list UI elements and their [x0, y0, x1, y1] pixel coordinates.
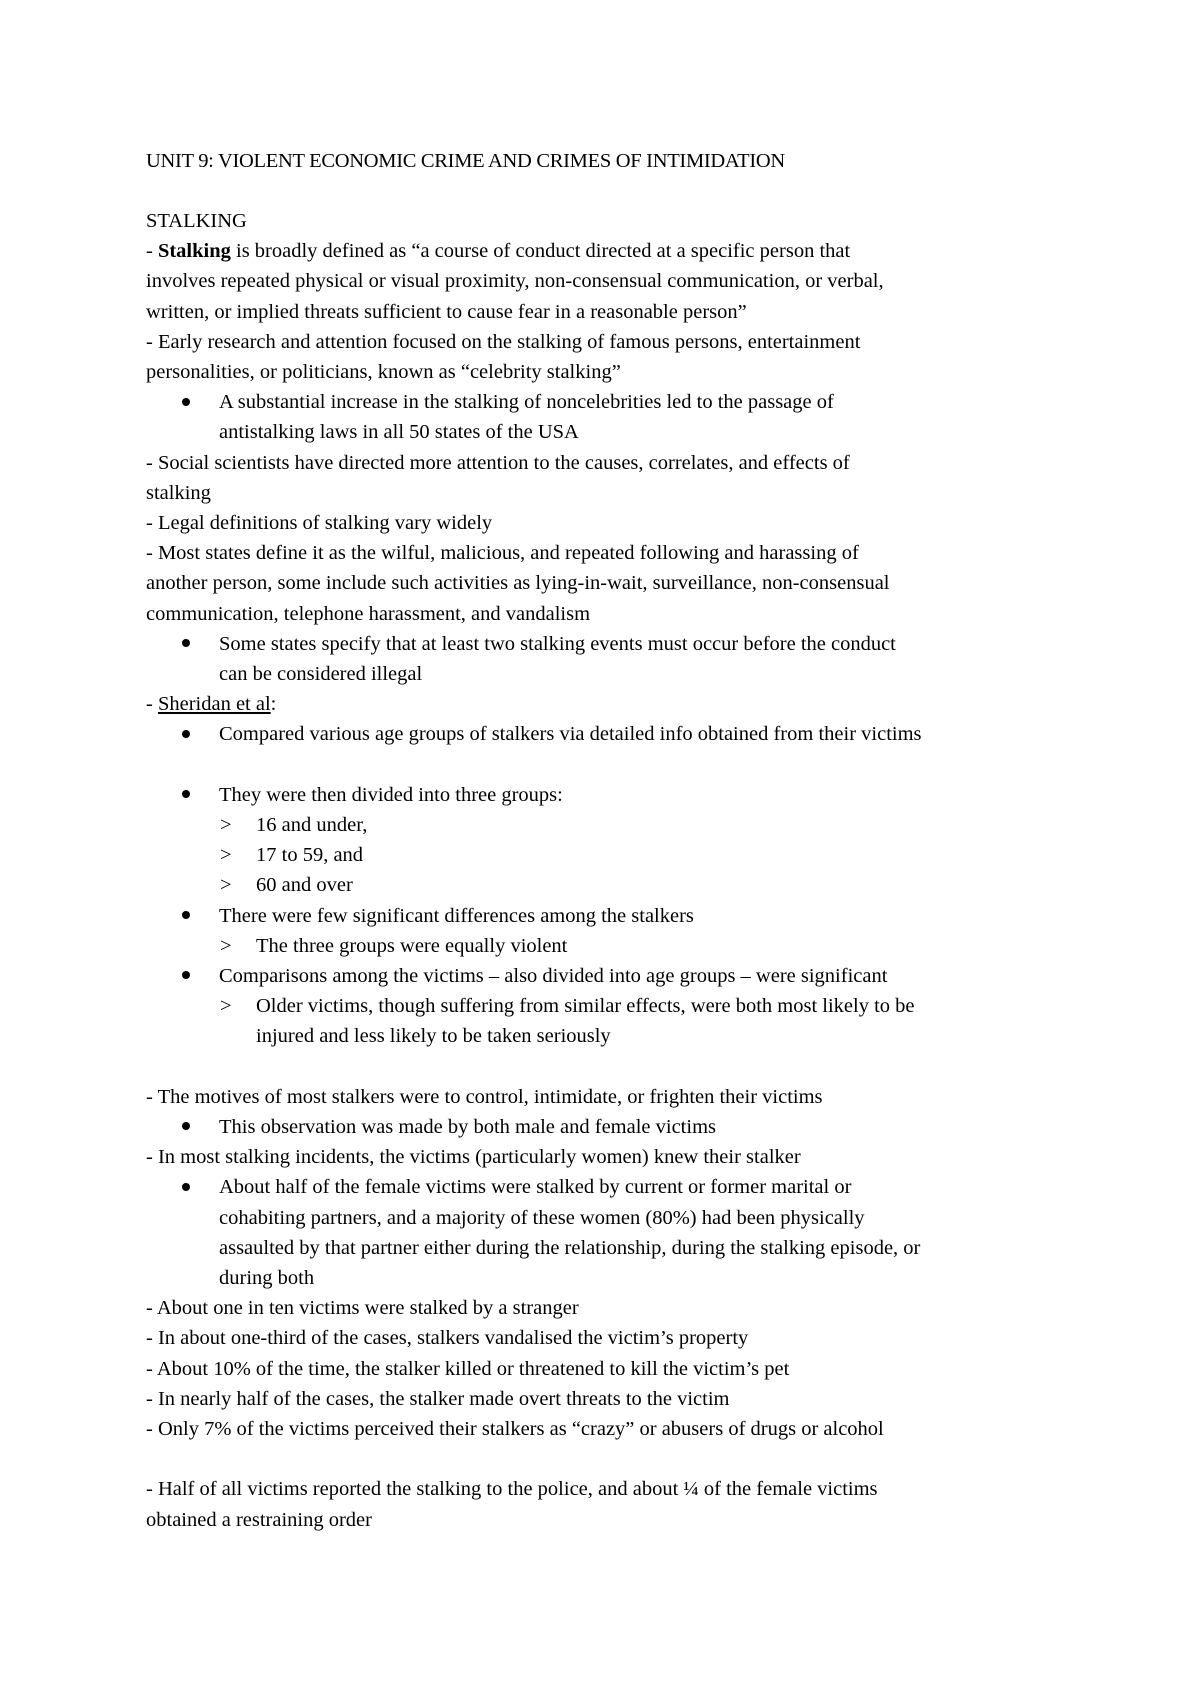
bullet-item	[146, 629, 1076, 659]
sub-bullet-item	[146, 840, 1076, 870]
bullet-text: There were few significant differences among the stalkers	[219, 904, 694, 927]
paragraph-line: - In about one-third of the cases, stalkers vandalised the victim’s property	[146, 1327, 749, 1350]
sub-bullet-item	[146, 931, 1076, 961]
bullet-text: They were then divided into three groups:	[219, 783, 563, 806]
bullet-item	[146, 1112, 1076, 1142]
paragraph-line: - In most stalking incidents, the victims (particularly women) knew their stalker	[146, 1146, 801, 1169]
sub-bullet-text: 17 to 59, and	[256, 844, 364, 867]
blank-line	[146, 750, 1076, 780]
sub-bullet-continuation: injured and less likely to be taken seriously	[256, 1025, 611, 1048]
paragraph-line: another person, some include such activities as lying-in-wait, surveillance, non-consensual	[146, 572, 890, 595]
blank-line	[146, 1444, 1076, 1474]
paragraph-line: - Social scientists have directed more attention to the causes, correlates, and effects of	[146, 451, 850, 474]
bullet-text: About half of the female victims were stalked by current or former marital or	[219, 1176, 852, 1199]
sub-bullet-item	[146, 810, 1076, 840]
paragraph-line: - Only 7% of the victims perceived their stalkers as “crazy” or abusers of drugs or alcohol	[146, 1418, 884, 1441]
paragraph-line: - Most states define it as the wilful, malicious, and repeated following and harassing of	[146, 542, 859, 565]
bullet-item	[146, 387, 1076, 417]
section-heading: STALKING	[146, 210, 247, 232]
sub-bullet-text: The three groups were equally violent	[256, 934, 568, 957]
bullet-dot-icon	[182, 961, 190, 991]
sub-bullet-text: 60 and over	[256, 874, 353, 897]
sub-bullet-text: 16 and under,	[256, 814, 368, 837]
sub-bullet-text: Older victims, though suffering from similar effects, were both most likely to be	[256, 995, 915, 1018]
paragraph-line: - Early research and attention focused on the stalking of famous persons, entertainment	[146, 330, 861, 353]
bullet-text: A substantial increase in the stalking of noncelebrities led to the passage of	[219, 391, 834, 414]
paragraph-line: - In nearly half of the cases, the stalker made overt threats to the victim	[146, 1387, 730, 1410]
paragraph-line	[146, 689, 1076, 719]
document-title: UNIT 9: VIOLENT ECONOMIC CRIME AND CRIMES OF INTIMIDATION	[146, 150, 785, 172]
bullet-item	[146, 1172, 1076, 1202]
bullet-item	[146, 901, 1076, 931]
blank-line	[146, 1052, 1076, 1082]
bullet-dot-icon	[182, 901, 190, 931]
bullet-continuation: assaulted by that partner either during the relationship, during the stalking episode, or	[219, 1236, 921, 1259]
paragraph-line: - Half of all victims reported the stalking to the police, and about ¼ of the female victims	[146, 1478, 878, 1501]
document-body	[146, 206, 1076, 1535]
paragraph-line: - About 10% of the time, the stalker killed or threatened to kill the victim’s pet	[146, 1357, 790, 1380]
paragraph-line	[146, 236, 1076, 266]
paragraph-line: obtained a restraining order	[146, 1508, 372, 1531]
bullet-dot-icon	[182, 1172, 190, 1202]
paragraph-line: - The motives of most stalkers were to control, intimidate, or frighten their victims	[146, 1085, 823, 1108]
bullet-continuation: cohabiting partners, and a majority of these women (80%) had been physically	[219, 1206, 865, 1229]
bullet-item	[146, 780, 1076, 810]
text-span: :	[270, 693, 277, 716]
bullet-dot-icon	[182, 780, 190, 810]
paragraph-line: stalking	[146, 481, 211, 504]
bullet-item	[146, 961, 1076, 991]
paragraph-line: involves repeated physical or visual proximity, non-consensual communication, or verbal,	[146, 270, 884, 293]
bullet-continuation: antistalking laws in all 50 states of the USA	[219, 421, 579, 444]
paragraph-line: personalities, or politicians, known as “celebrity stalking”	[146, 361, 621, 384]
paragraph-line: - Legal definitions of stalking vary widely	[146, 512, 493, 535]
bullet-dot-icon	[182, 387, 190, 417]
arrow-marker-icon: >	[220, 934, 232, 957]
arrow-marker-icon: >	[220, 844, 232, 867]
bullet-dot-icon	[182, 1112, 190, 1142]
dash-marker: -	[146, 693, 158, 716]
paragraph-line: communication, telephone harassment, and vandalism	[146, 602, 591, 625]
bullet-text: Comparisons among the victims – also divided into age groups – were significant	[219, 965, 888, 988]
bullet-dot-icon	[182, 629, 190, 659]
arrow-marker-icon: >	[220, 995, 232, 1018]
bullet-text: Compared various age groups of stalkers via detailed info obtained from their victims	[219, 723, 922, 746]
bullet-text: This observation was made by both male and female victims	[219, 1116, 716, 1139]
paragraph-line: - About one in ten victims were stalked by a stranger	[146, 1297, 579, 1320]
bold-term: Stalking	[157, 240, 231, 263]
paragraph-line: written, or implied threats sufficient to cause fear in a reasonable person”	[146, 300, 747, 323]
bullet-text: Some states specify that at least two stalking events must occur before the conduct	[219, 632, 896, 655]
arrow-marker-icon: >	[220, 874, 232, 897]
bullet-continuation: during both	[219, 1267, 315, 1290]
arrow-marker-icon: >	[220, 814, 232, 837]
sub-bullet-item	[146, 991, 1076, 1021]
sub-bullet-item	[146, 870, 1076, 900]
bullet-dot-icon	[182, 719, 190, 749]
underlined-citation: Sheridan et al	[157, 693, 271, 716]
bullet-item	[146, 719, 1076, 749]
text-span: is broadly defined as “a course of conduct directed at a specific person that	[230, 240, 851, 263]
dash-marker: -	[146, 240, 158, 263]
bullet-continuation: can be considered illegal	[219, 663, 423, 686]
